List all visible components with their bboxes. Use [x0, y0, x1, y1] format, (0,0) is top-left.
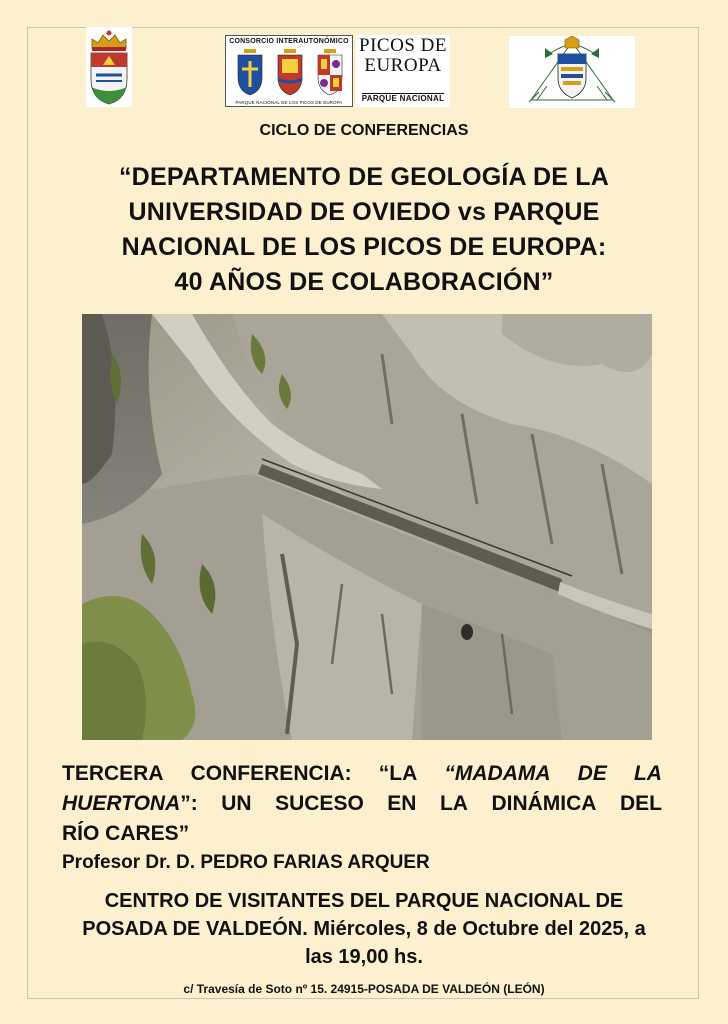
conf-word-italic: “MADAMA [444, 762, 551, 785]
municipal-coat-of-arms [86, 27, 132, 107]
consorcio-footer: PARQUE NACIONAL DE LOS PICOS DE EUROPA [235, 100, 343, 105]
conf-word-group [62, 789, 198, 819]
main-title [40, 160, 688, 300]
conf-word: ”: [180, 792, 198, 815]
picos-logo-line2: EUROPA [364, 55, 442, 76]
conf-word: CONFERENCIA: [190, 762, 352, 785]
title-line-4: 40 AÑOS DE COLABORACIÓN” [174, 268, 554, 296]
venue-and-date [40, 887, 688, 971]
conference-title-line-3: RÍO CARES” [62, 822, 190, 845]
conf-word: UN [221, 792, 252, 815]
title-line-2: UNIVERSIDAD DE OVIEDO vs PARQUE [128, 198, 600, 226]
conference-title-line-2 [62, 789, 662, 819]
conf-word-italic: HUERTONA [62, 792, 181, 815]
conf-word: DEL [619, 792, 662, 815]
consorcio-title: CONSORCIO INTERAUTONÓMICO [229, 38, 349, 45]
picos-logo-line1: PICOS DE [359, 35, 447, 56]
conf-word: “LA [378, 762, 418, 785]
title-line-3: NACIONAL DE LOS PICOS DE EUROPA: [121, 233, 607, 261]
venue-line-2: POSADA DE VALDEÓN. Miércoles, 8 de Octubre del 2025, a [82, 918, 646, 940]
conf-word: LA [439, 792, 468, 815]
conf-word: TERCERA [62, 762, 164, 785]
university-crest [509, 36, 635, 108]
conference-title-line-1 [62, 759, 662, 789]
regional-shields-icon [230, 47, 350, 97]
series-kicker: CICLO DE CONFERENCIAS [259, 122, 469, 139]
conf-word: EN [387, 792, 417, 815]
venue-line-3: las 19,00 hs. [305, 946, 423, 968]
conf-word: DINÁMICA [491, 792, 597, 815]
consorcio-logo [225, 35, 353, 107]
speaker-name: Profesor Dr. D. PEDRO FARIAS ARQUER [62, 852, 430, 873]
conf-word: SUCESO [275, 792, 364, 815]
conference-title [62, 759, 662, 849]
picos-de-europa-logo [356, 35, 450, 107]
venue-line-1: CENTRO DE VISITANTES DEL PARQUE NACIONAL DE [104, 890, 624, 912]
conf-word-italic: DE [577, 762, 607, 785]
picos-logo-subtitle: PARQUE NACIONAL [361, 94, 445, 103]
conf-word-italic: LA [633, 762, 662, 785]
title-line-1: “DEPARTAMENTO DE GEOLOGÍA DE LA [118, 163, 609, 191]
cliff-walkway-photo [82, 314, 652, 740]
venue-address: c/ Travesía de Soto nº 15. 24915-POSADA DE VALDEÓN (LEÓN) [183, 982, 545, 996]
